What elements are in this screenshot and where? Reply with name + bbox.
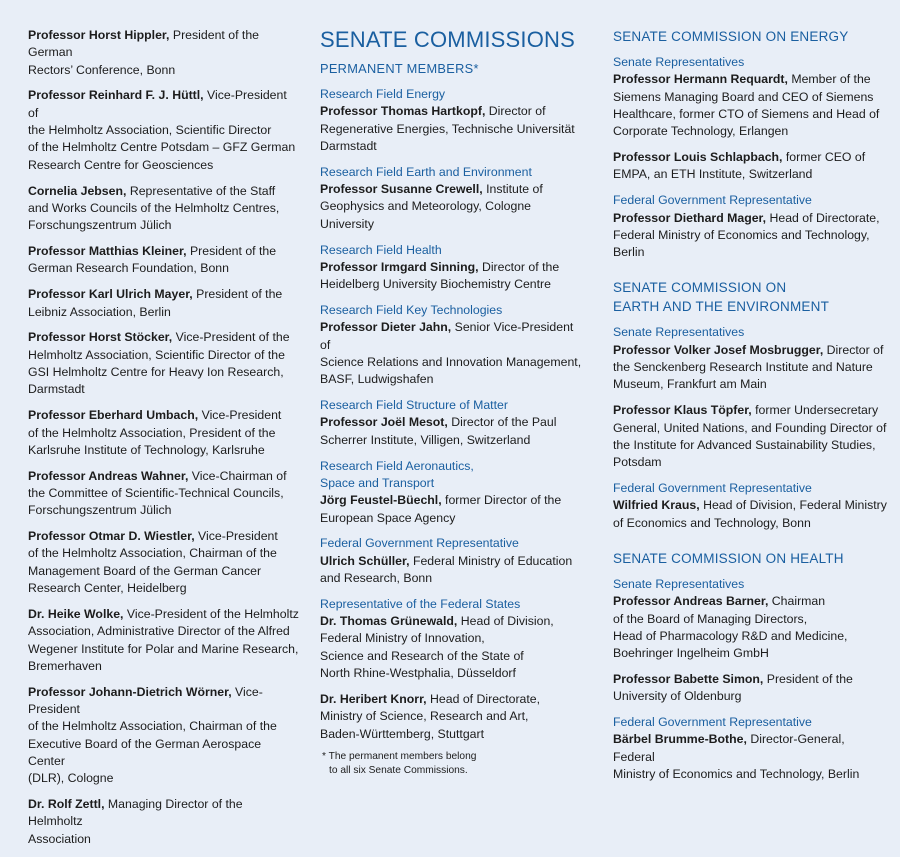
member-entry bbox=[320, 535, 586, 587]
member-text bbox=[613, 593, 888, 662]
member-entry bbox=[320, 302, 586, 388]
member-description: and Works Councils of the Helmholtz Centres, bbox=[28, 200, 280, 215]
member-text bbox=[613, 210, 888, 262]
member-description: Vice-President of the Helmholtz bbox=[123, 606, 299, 621]
member-description: General, United Nations, and Founding Director of bbox=[613, 420, 887, 435]
member-text bbox=[28, 183, 300, 235]
member-name: Professor Karl Ulrich Mayer, bbox=[28, 287, 193, 302]
member-name: Professor Thomas Hartkopf, bbox=[320, 104, 486, 119]
member-description: of the Helmholtz Association, President of the bbox=[28, 425, 276, 440]
footnote-line: * The permanent members belong bbox=[322, 751, 477, 763]
member-description: Vice-President bbox=[198, 408, 282, 423]
member-entry bbox=[613, 671, 888, 706]
member-description: the Helmholtz Association, Scientific Director bbox=[28, 123, 272, 138]
member-description: Science and Research of the State of bbox=[320, 648, 524, 663]
member-description: of the Board of Managing Directors, bbox=[613, 611, 808, 626]
member-description: the Senckenberg Research Institute and Nature bbox=[613, 360, 873, 375]
commission-title-line: SENATE COMMISSION ON HEALTH bbox=[613, 550, 844, 566]
member-description: Helmholtz Association, Scientific Director of the bbox=[28, 347, 285, 362]
member-entry bbox=[28, 796, 300, 848]
member-description: German Research Foundation, Bonn bbox=[28, 261, 229, 276]
member-description: Association bbox=[28, 831, 91, 846]
member-text bbox=[28, 468, 300, 520]
member-name: Professor Babette Simon, bbox=[613, 671, 764, 686]
commission-section bbox=[613, 27, 888, 261]
member-text bbox=[28, 27, 300, 79]
member-description: President of the bbox=[192, 287, 283, 302]
member-description: Siemens Managing Board and CEO of Siemens bbox=[613, 89, 874, 104]
page-title: SENATE COMMISSIONS bbox=[320, 27, 575, 52]
member-description: University of Oldenburg bbox=[613, 689, 742, 704]
member-description: Museum, Frankfurt am Main bbox=[613, 377, 767, 392]
member-description: Representative of the Staff bbox=[126, 183, 276, 198]
member-description: European Space Agency bbox=[320, 510, 456, 525]
member-description: Chairman bbox=[768, 594, 826, 609]
commission-title-line: SENATE COMMISSION ON bbox=[613, 280, 787, 296]
member-text bbox=[28, 407, 300, 459]
member-entry bbox=[613, 149, 888, 184]
member-description: Ministry of Economics and Technology, Berlin bbox=[613, 767, 860, 782]
member-description: of the Helmholtz Association, Chairman of the bbox=[28, 719, 277, 734]
member-name: Professor Johann-Dietrich Wörner, bbox=[28, 684, 232, 699]
member-description: Head of Division, bbox=[457, 614, 554, 629]
member-description: Scherrer Institute, Villigen, Switzerland bbox=[320, 432, 531, 447]
category-label: Research Field Aeronautics, bbox=[320, 458, 474, 473]
member-text bbox=[613, 497, 888, 532]
member-description: President of the bbox=[186, 244, 277, 259]
member-text bbox=[28, 528, 300, 597]
member-description: Forschungszentrum Jülich bbox=[28, 218, 172, 233]
member-description: GSI Helmholtz Centre for Heavy Ion Research, bbox=[28, 365, 284, 380]
member-description: Vice-Chairman of bbox=[188, 468, 287, 483]
member-description: of the Helmholtz Association, Chairman of the bbox=[28, 546, 277, 561]
member-text bbox=[613, 731, 888, 783]
member-text bbox=[320, 492, 586, 527]
member-description: Director-General, Federal bbox=[613, 732, 845, 764]
member-text bbox=[28, 606, 300, 675]
member-description: President of the bbox=[763, 671, 853, 686]
member-description: Federal Ministry of Economics and Technology, bbox=[613, 227, 870, 242]
member-entry bbox=[613, 402, 888, 471]
member-entry bbox=[320, 164, 586, 233]
member-name: Professor Hermann Requardt, bbox=[613, 72, 788, 87]
member-description: Research Center, Heidelberg bbox=[28, 581, 187, 596]
member-description: (DLR), Cologne bbox=[28, 771, 114, 786]
member-description: Vice-President of the bbox=[172, 330, 290, 345]
column-senate-commissions bbox=[320, 27, 586, 778]
category-label: Federal Government Representative bbox=[613, 715, 812, 730]
member-entry bbox=[28, 243, 300, 278]
member-description: EMPA, an ETH Institute, Switzerland bbox=[613, 167, 813, 182]
member-description: Director of the bbox=[478, 259, 560, 274]
member-description: Baden-Württemberg, Stuttgart bbox=[320, 726, 485, 741]
member-text bbox=[320, 319, 586, 388]
member-description: Head of Division, Federal Ministry bbox=[699, 498, 887, 513]
category-label: Senate Representatives bbox=[613, 55, 745, 69]
member-name: Professor Reinhard F. J. Hüttl, bbox=[28, 88, 204, 103]
category-label: Federal Government Representative bbox=[613, 193, 812, 208]
member-text bbox=[320, 181, 586, 233]
member-entry bbox=[613, 54, 888, 140]
member-description: Rectors’ Conference, Bonn bbox=[28, 62, 176, 77]
member-description: Wegener Institute for Polar and Marine Research, bbox=[28, 641, 299, 656]
member-name: Professor Eberhard Umbach, bbox=[28, 408, 199, 423]
member-name: Professor Otmar D. Wiestler, bbox=[28, 529, 195, 544]
category-label: Representative of the Federal States bbox=[320, 596, 521, 611]
member-name: Professor Andreas Barner, bbox=[613, 594, 769, 609]
member-entry bbox=[28, 468, 300, 520]
member-description: Heidelberg University Biochemistry Centre bbox=[320, 277, 551, 292]
commission-title bbox=[613, 549, 888, 568]
member-description: Director of bbox=[485, 104, 546, 119]
member-description: Director of the Paul bbox=[447, 415, 557, 430]
member-name: Dr. Heribert Knorr, bbox=[320, 691, 427, 706]
member-entry bbox=[320, 596, 586, 682]
member-description: Healthcare, former CTO of Siemens and Head of bbox=[613, 106, 880, 121]
member-entry bbox=[28, 329, 300, 398]
member-entry bbox=[613, 192, 888, 261]
member-description: Managing Director of the Helmholtz bbox=[28, 797, 243, 829]
member-text bbox=[28, 329, 300, 398]
member-description: Corporate Technology, Erlangen bbox=[613, 124, 789, 139]
member-description: BASF, Ludwigshafen bbox=[320, 372, 434, 387]
member-name: Professor Irmgard Sinning, bbox=[320, 259, 479, 274]
member-entry bbox=[320, 691, 586, 743]
commission-title bbox=[613, 278, 888, 316]
member-entry bbox=[28, 684, 300, 788]
member-description: former Undersecretary bbox=[751, 403, 879, 418]
commission-title-line: SENATE COMMISSION ON ENERGY bbox=[613, 29, 849, 44]
member-name: Professor Louis Schlapbach, bbox=[613, 150, 783, 165]
member-name: Professor Matthias Kleiner, bbox=[28, 244, 187, 259]
category-label: Research Field Energy bbox=[320, 87, 446, 101]
commission-title bbox=[613, 27, 888, 46]
member-description: Vice-President bbox=[194, 529, 278, 544]
member-description: Association, Administrative Director of the Alfred bbox=[28, 624, 290, 639]
member-entry bbox=[320, 86, 586, 155]
member-entry bbox=[28, 87, 300, 173]
member-text bbox=[613, 402, 888, 471]
member-text bbox=[320, 259, 586, 294]
member-description: Vice-President of bbox=[28, 88, 287, 120]
category-label: Senate Representatives bbox=[613, 576, 745, 591]
member-description: Regenerative Energies, Technische Universität bbox=[320, 121, 575, 136]
member-description: Research Centre for Geosciences bbox=[28, 157, 214, 172]
member-entry bbox=[613, 714, 888, 783]
member-name: Dr. Heike Wolke, bbox=[28, 606, 124, 621]
member-description: Forschungszentrum Jülich bbox=[28, 503, 172, 518]
member-description: Science Relations and Innovation Management, bbox=[320, 354, 582, 369]
member-description: of the Helmholtz Centre Potsdam – GFZ German bbox=[28, 140, 296, 155]
member-description: former CEO of bbox=[782, 150, 866, 165]
member-text bbox=[28, 286, 300, 321]
member-description: Vice-President bbox=[28, 684, 263, 717]
member-description: Darmstadt bbox=[28, 382, 85, 397]
member-name: Professor Klaus Töpfer, bbox=[613, 403, 752, 418]
member-name: Ulrich Schüller, bbox=[320, 553, 410, 568]
member-entry bbox=[28, 407, 300, 459]
member-name: Professor Horst Stöcker, bbox=[28, 330, 173, 345]
member-description: North Rhine-Westphalia, Düsseldorf bbox=[320, 666, 516, 681]
member-name: Professor Horst Hippler, bbox=[28, 28, 170, 42]
member-entry bbox=[28, 286, 300, 321]
member-description: Federal Ministry of Education bbox=[409, 553, 573, 568]
member-name: Professor Volker Josef Mosbrugger, bbox=[613, 342, 824, 357]
member-text bbox=[320, 103, 586, 155]
category-label: Research Field Key Technologies bbox=[320, 303, 503, 318]
member-name: Bärbel Brumme-Bothe, bbox=[613, 732, 747, 747]
member-description: Executive Board of the German Aerospace Center bbox=[28, 736, 262, 768]
member-description: Head of Pharmacology R&D and Medicine, bbox=[613, 628, 848, 643]
commission-section bbox=[613, 549, 888, 783]
member-description: Bremerhaven bbox=[28, 658, 102, 673]
member-description: Director of bbox=[823, 342, 884, 357]
member-description: former Director of the bbox=[441, 493, 562, 508]
member-description: and Research, Bonn bbox=[320, 570, 433, 585]
footnote bbox=[320, 750, 586, 777]
member-entry bbox=[613, 576, 888, 662]
member-name: Professor Dieter Jahn, bbox=[320, 320, 452, 335]
member-description: Darmstadt bbox=[320, 138, 377, 153]
member-entry bbox=[28, 183, 300, 235]
member-description: Institute of bbox=[482, 182, 543, 197]
member-entry bbox=[28, 606, 300, 675]
member-name: Professor Andreas Wahner, bbox=[28, 468, 189, 483]
member-name: Professor Joël Mesot, bbox=[320, 415, 448, 430]
category-label: Space and Transport bbox=[320, 475, 435, 490]
permanent-members-heading: PERMANENT MEMBERS* bbox=[320, 61, 479, 76]
member-name: Professor Susanne Crewell, bbox=[320, 182, 483, 197]
category-label: Senate Representatives bbox=[613, 325, 745, 340]
member-description: Boehringer Ingelheim GmbH bbox=[613, 646, 769, 661]
member-description: Member of the bbox=[787, 72, 871, 87]
member-description: Potsdam bbox=[613, 455, 662, 470]
member-entry bbox=[320, 458, 586, 527]
member-description: Leibniz Association, Berlin bbox=[28, 304, 171, 319]
member-name: Cornelia Jebsen, bbox=[28, 183, 127, 198]
member-description: Ministry of Science, Research and Art, bbox=[320, 709, 529, 724]
category-label: Research Field Structure of Matter bbox=[320, 398, 508, 413]
member-text bbox=[28, 684, 300, 788]
member-text bbox=[320, 553, 586, 588]
member-text bbox=[320, 691, 586, 743]
member-description: the Institute for Advanced Sustainability Studies, bbox=[613, 437, 876, 452]
member-name: Wilfried Kraus, bbox=[613, 498, 700, 513]
member-entry bbox=[320, 242, 586, 294]
member-description: Karlsruhe Institute of Technology, Karlsruhe bbox=[28, 442, 265, 457]
member-name: Dr. Thomas Grünewald, bbox=[320, 614, 458, 629]
footnote-line: to all six Senate Commissions. bbox=[329, 765, 468, 777]
member-text bbox=[320, 613, 586, 682]
column-members bbox=[28, 27, 300, 857]
member-name: Dr. Rolf Zettl, bbox=[28, 797, 105, 812]
category-label: Federal Government Representative bbox=[613, 481, 812, 496]
category-label: Federal Government Representative bbox=[320, 536, 519, 551]
member-text bbox=[613, 71, 888, 140]
member-description: Berlin bbox=[613, 245, 645, 260]
member-entry bbox=[613, 324, 888, 393]
commission-section bbox=[613, 278, 888, 531]
category-label: Research Field Health bbox=[320, 242, 442, 257]
member-text bbox=[28, 87, 300, 173]
category-label: Research Field Earth and Environment bbox=[320, 164, 532, 179]
member-description: President of the German bbox=[28, 28, 260, 60]
member-entry bbox=[320, 397, 586, 449]
member-description: Management Board of the German Cancer bbox=[28, 563, 262, 578]
member-description: Head of Directorate, bbox=[426, 691, 541, 706]
member-name: Jörg Feustel-Büechl, bbox=[320, 493, 442, 508]
commission-title-line: EARTH AND THE ENVIRONMENT bbox=[613, 299, 830, 315]
permanent-members-list bbox=[320, 86, 586, 743]
member-entry bbox=[613, 480, 888, 532]
member-text bbox=[613, 671, 888, 706]
member-description: Senior Vice-President of bbox=[320, 320, 574, 352]
member-name: Professor Diethard Mager, bbox=[613, 210, 767, 225]
member-description: Federal Ministry of Innovation, bbox=[320, 631, 485, 646]
member-description: Head of Directorate, bbox=[766, 210, 880, 225]
member-text bbox=[28, 243, 300, 278]
member-text bbox=[613, 342, 888, 394]
member-text bbox=[320, 414, 586, 449]
member-entry bbox=[28, 528, 300, 597]
member-text bbox=[613, 149, 888, 184]
member-description: of Economics and Technology, Bonn bbox=[613, 515, 811, 530]
member-entry bbox=[28, 27, 300, 79]
member-description: the Committee of Scientific-Technical Councils, bbox=[28, 485, 284, 500]
member-text bbox=[28, 796, 300, 848]
member-description: Geophysics and Meteorology, Cologne University bbox=[320, 199, 531, 231]
column-commissions bbox=[613, 27, 888, 800]
